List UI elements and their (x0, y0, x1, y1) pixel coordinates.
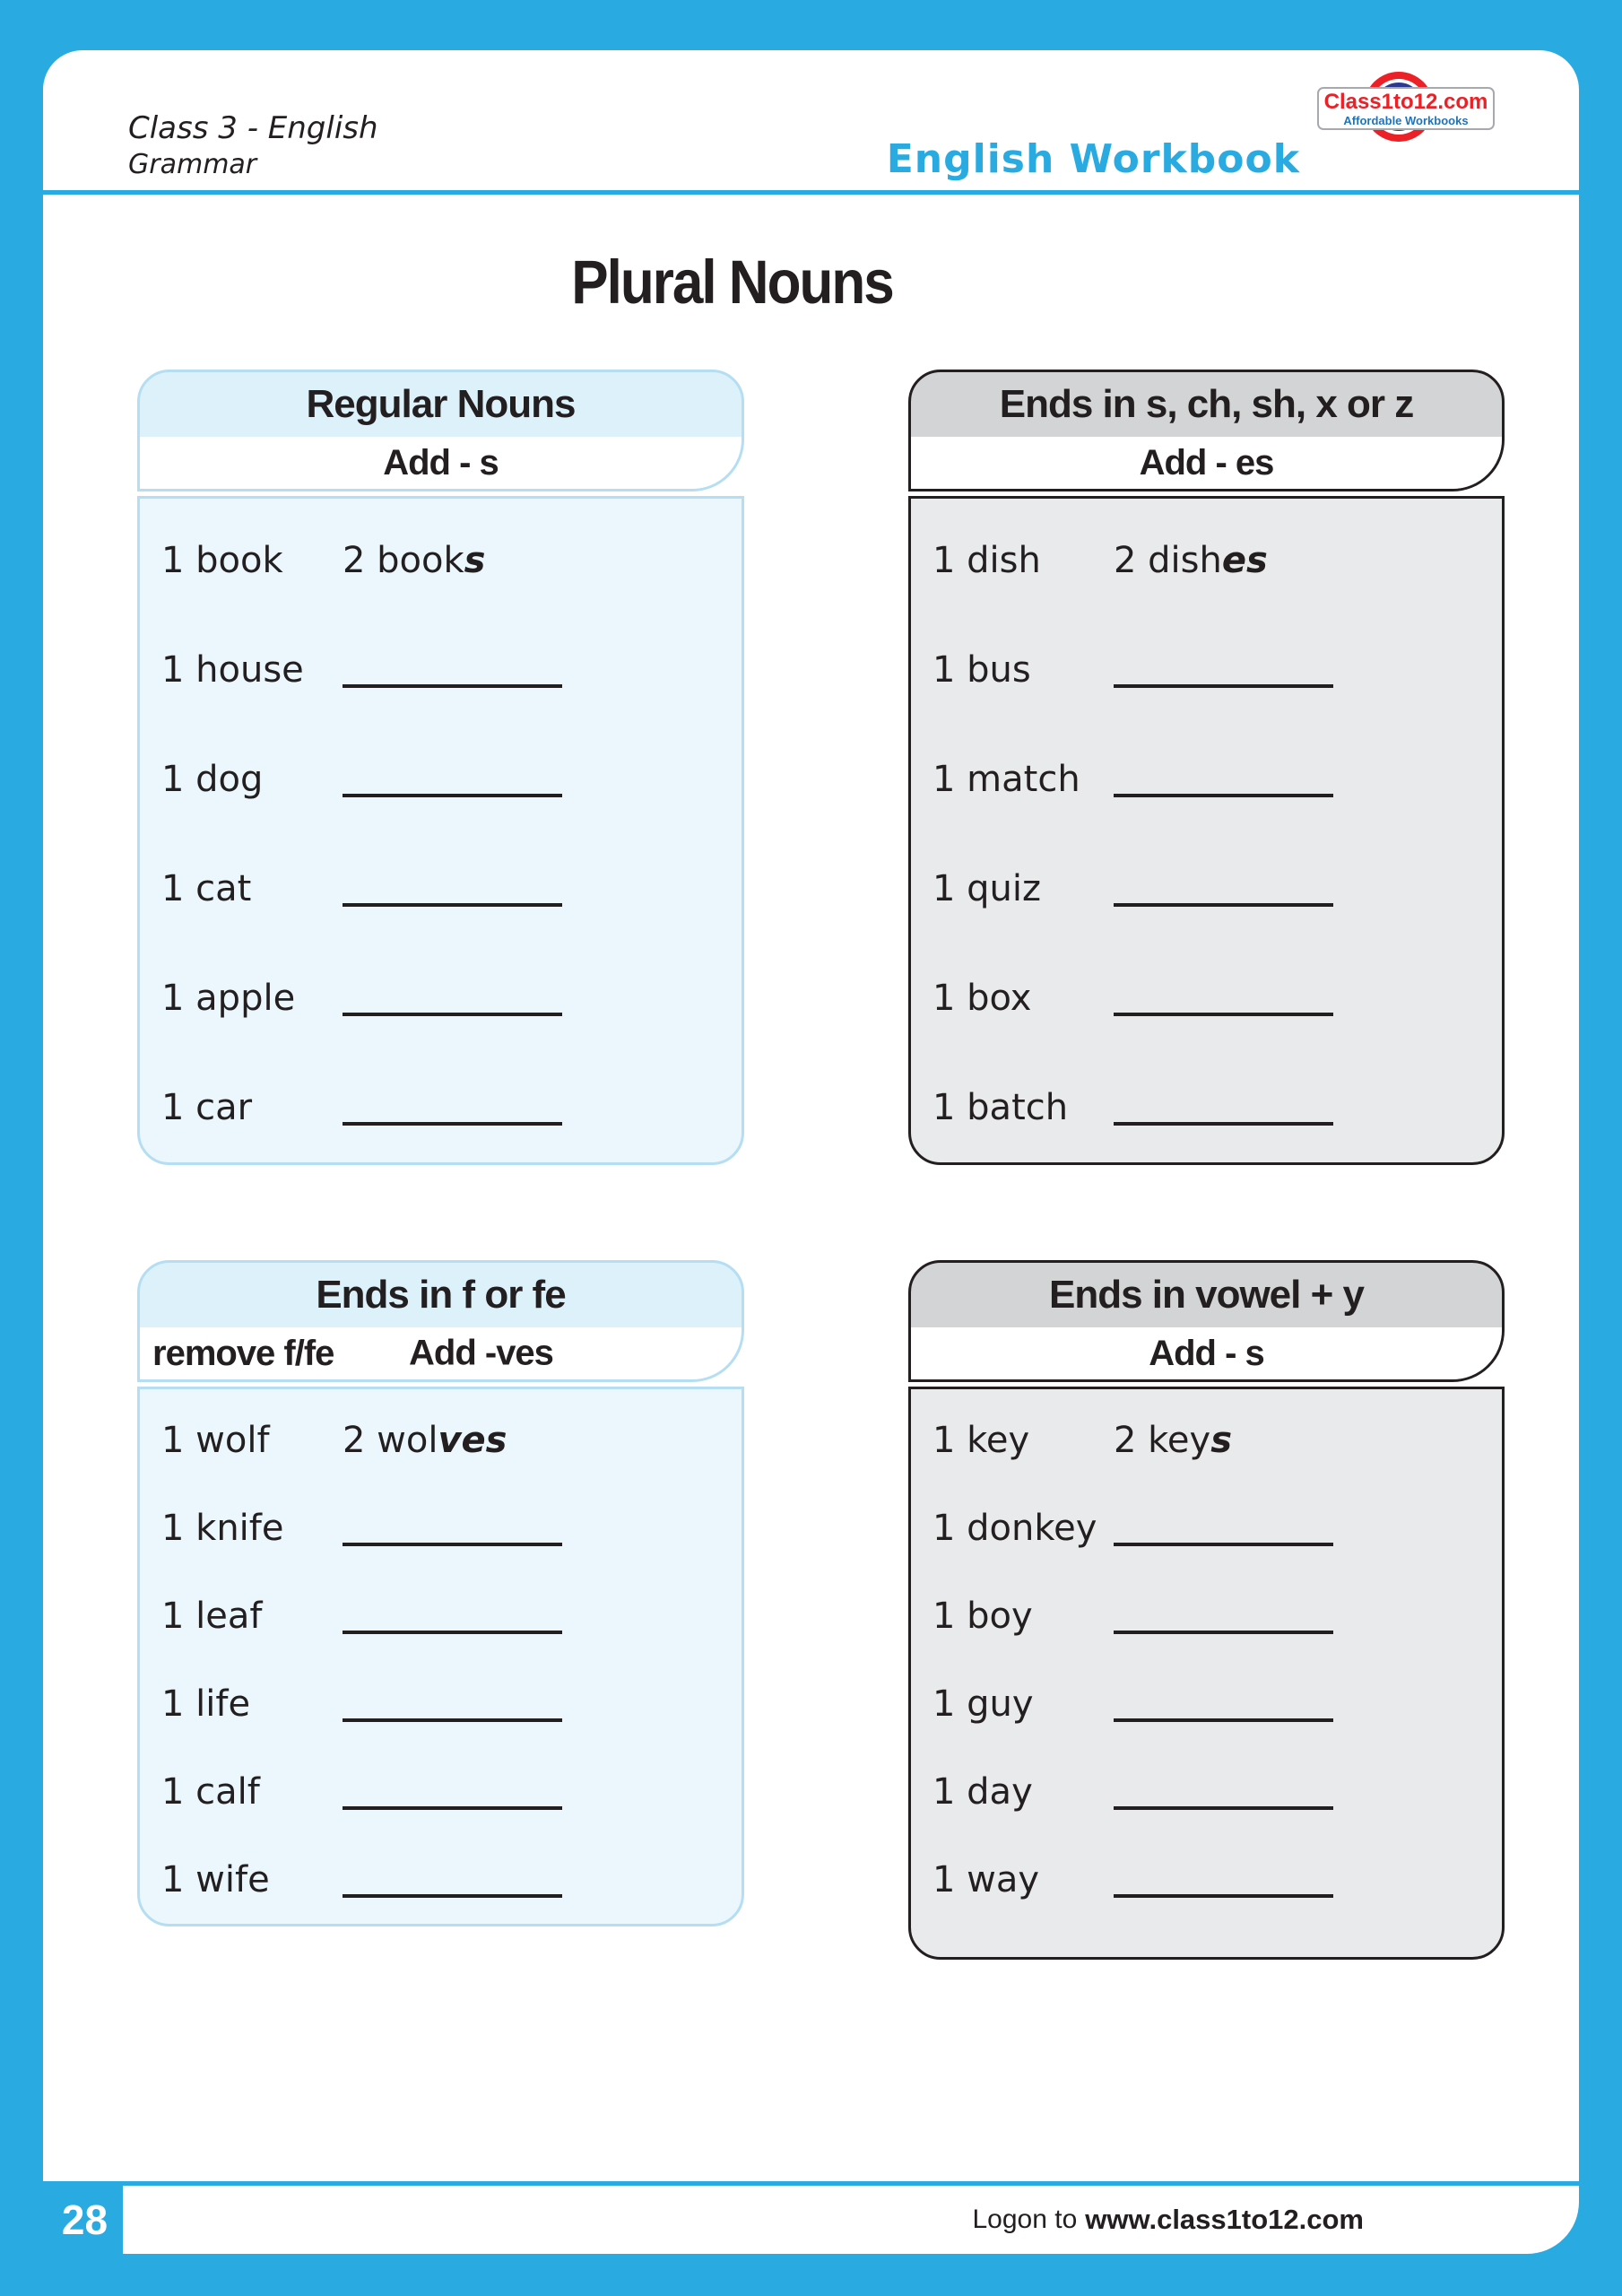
answer-blank[interactable] (1114, 684, 1333, 688)
singular-label: 1 way (932, 1859, 1040, 1900)
noun-row (911, 725, 1502, 834)
box-header (137, 1260, 744, 1382)
singular-label: 1 key (932, 1420, 1030, 1461)
plural-base: 2 key (1114, 1420, 1211, 1461)
noun-row (140, 1836, 742, 1924)
noun-row (911, 1396, 1502, 1484)
answer-blank[interactable] (1114, 1806, 1333, 1810)
answer-blank[interactable] (343, 1806, 562, 1810)
box-title: Regular Nouns (306, 382, 576, 426)
singular-label: 1 wife (161, 1859, 270, 1900)
answer-blank[interactable] (343, 684, 562, 688)
box-body (137, 496, 744, 1165)
box-subtitle-left: remove f/fe (152, 1333, 334, 1373)
answer-blank[interactable] (343, 794, 562, 797)
plural-label (343, 1420, 507, 1461)
singular-label: 1 box (932, 978, 1032, 1019)
box-subtitle-text: Add - s (383, 442, 499, 483)
answer-blank[interactable] (343, 1631, 562, 1634)
noun-row (911, 1053, 1502, 1162)
rule-box-ends-in-f-or-fe (137, 1260, 744, 1921)
subject-label: Grammar (128, 149, 257, 181)
singular-label: 1 boy (932, 1596, 1033, 1637)
singular-label: 1 batch (932, 1087, 1069, 1128)
box-subtitle-text: Add - es (1139, 442, 1274, 483)
workbook-title: English Workbook (886, 136, 1300, 182)
noun-row (140, 1660, 742, 1748)
plural-suffix: s (464, 540, 486, 581)
noun-row (911, 1836, 1502, 1924)
footer-website: www.class1to12.com (1085, 2204, 1364, 2235)
answer-blank[interactable] (1114, 1122, 1333, 1126)
box-header (137, 370, 744, 491)
course-label: Class 3 - English (128, 110, 378, 146)
rule-box-ends-in-s-ch-sh-x-or-z (908, 370, 1505, 1164)
logo-plate (1317, 87, 1495, 130)
footer-band (123, 2186, 1579, 2254)
logo-site-name: Class1to12.com (1323, 90, 1488, 114)
answer-blank[interactable] (1114, 903, 1333, 907)
plural-label (1114, 1420, 1232, 1461)
singular-label: 1 dish (932, 540, 1041, 581)
box-header (908, 370, 1505, 491)
box-body (908, 1387, 1505, 1960)
singular-label: 1 quiz (932, 868, 1042, 909)
answer-blank[interactable] (1114, 1013, 1333, 1016)
box-title: Ends in s, ch, sh, x or z (999, 382, 1414, 426)
singular-label: 1 knife (161, 1508, 284, 1549)
box-header (908, 1260, 1505, 1382)
singular-label: 1 calf (161, 1771, 260, 1813)
brand-logo (1317, 72, 1495, 145)
singular-label: 1 cat (161, 868, 252, 909)
plural-suffix: ves (438, 1420, 507, 1461)
plural-label (1114, 540, 1268, 581)
noun-row (911, 834, 1502, 944)
box-title: Ends in vowel + y (1048, 1273, 1364, 1317)
singular-label: 1 car (161, 1087, 253, 1128)
answer-blank[interactable] (1114, 1631, 1333, 1634)
box-subtitle (140, 1327, 742, 1379)
noun-row (140, 506, 742, 615)
noun-row (911, 1748, 1502, 1836)
plural-base: 2 dish (1114, 540, 1222, 581)
noun-row (911, 1572, 1502, 1660)
footer (0, 2186, 1579, 2254)
noun-row (140, 1572, 742, 1660)
box-subtitle-right: Add -ves (409, 1333, 553, 1373)
box-subtitle-text: Add - s (1149, 1333, 1264, 1373)
plural-suffix: s (1210, 1420, 1232, 1461)
singular-label: 1 apple (161, 978, 296, 1019)
noun-row (140, 834, 742, 944)
noun-row (911, 1484, 1502, 1572)
box-subtitle (140, 437, 742, 489)
noun-row (140, 615, 742, 725)
noun-row (140, 944, 742, 1053)
page-number: 28 (61, 2196, 108, 2243)
noun-row (911, 1660, 1502, 1748)
plural-suffix: es (1221, 540, 1268, 581)
answer-blank[interactable] (1114, 1543, 1333, 1546)
plural-label (343, 540, 485, 581)
box-body (137, 1387, 744, 1926)
noun-row (911, 615, 1502, 725)
singular-label: 1 wolf (161, 1420, 270, 1461)
singular-label: 1 day (932, 1771, 1033, 1813)
answer-blank[interactable] (343, 1122, 562, 1126)
page-title: Plural Nouns (571, 248, 893, 317)
rule-box-regular-nouns (137, 370, 744, 1164)
course-block (128, 111, 378, 181)
answer-blank[interactable] (1114, 1894, 1333, 1898)
answer-blank[interactable] (1114, 1718, 1333, 1722)
content-card (43, 50, 1579, 2181)
logo-tagline: Affordable Workbooks (1343, 114, 1469, 127)
noun-row (140, 1748, 742, 1836)
answer-blank[interactable] (343, 1894, 562, 1898)
singular-label: 1 match (932, 759, 1080, 800)
box-subtitle (911, 1327, 1502, 1379)
singular-label: 1 life (161, 1683, 251, 1725)
box-body (908, 496, 1505, 1165)
singular-label: 1 dog (161, 759, 264, 800)
answer-blank[interactable] (343, 1718, 562, 1722)
plural-base: 2 wol (343, 1420, 438, 1461)
singular-label: 1 house (161, 649, 304, 691)
plural-base: 2 book (343, 540, 464, 581)
singular-label: 1 guy (932, 1683, 1034, 1725)
answer-blank[interactable] (343, 1543, 562, 1546)
header-divider (43, 190, 1579, 195)
singular-label: 1 bus (932, 649, 1031, 691)
box-subtitle (911, 437, 1502, 489)
singular-label: 1 book (161, 540, 283, 581)
noun-row (911, 506, 1502, 615)
answer-blank[interactable] (343, 903, 562, 907)
footer-logon-text: Logon to (972, 2205, 1078, 2234)
noun-row (911, 944, 1502, 1053)
singular-label: 1 leaf (161, 1596, 263, 1637)
noun-row (140, 725, 742, 834)
box-title: Ends in f or fe (316, 1273, 566, 1317)
rule-box-ends-in-vowel-y (908, 1260, 1505, 1960)
answer-blank[interactable] (343, 1013, 562, 1016)
noun-row (140, 1053, 742, 1162)
noun-row (140, 1396, 742, 1484)
singular-label: 1 donkey (932, 1508, 1097, 1549)
noun-row (140, 1484, 742, 1572)
answer-blank[interactable] (1114, 794, 1333, 797)
